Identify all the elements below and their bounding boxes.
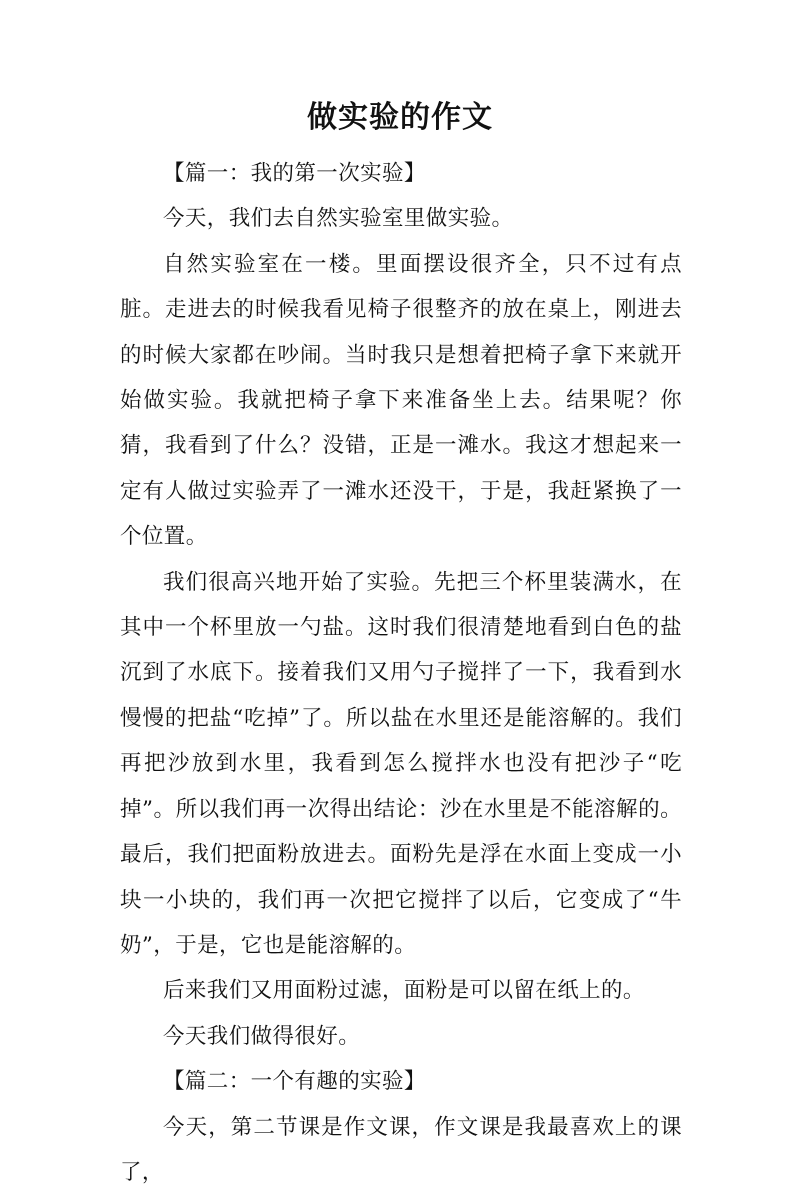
paragraph: 今天，第二节课是作文课，作文课是我最喜欢上的课了， xyxy=(120,1114,682,1185)
paragraph: 今天，我们去自然实验室里做实验。 xyxy=(163,206,514,232)
page-title: 做实验的作文 xyxy=(307,100,493,135)
section-heading-1: 【篇一：我的第一次实验】 xyxy=(163,161,426,186)
paragraph: 后来我们又用面粉过滤，面粉是可以留在纸上的。 xyxy=(163,978,645,1004)
paragraph: 我们很高兴地开始了实验。先把三个杯里装满水，在其中一个杯里放一勺盐。这时我们很清楚地看到白色的盐沉到了水底下。接着我们又用勺子搅拌了一下，我看到水慢慢的把盐“吃掉”了。所以盐在水里还是能溶解的。我们再把沙放到水里，我看到怎么搅拌水也没有把沙子“吃掉”。所以我们再一次得出结论：沙在水里是不能溶解的。最后，我们把面粉放进去。面粉先是浮在水面上变成一小块一小块的，我们再一次把它搅拌了以后，它变成了“牛奶”，于是，它也是能溶解的。 xyxy=(120,569,682,958)
paragraph: 自然实验室在一楼。里面摆设很齐全，只不过有点脏。走进去的时候我看见椅子很整齐的放在桌上，刚进去的时候大家都在吵闹。当时我只是想着把椅子拿下来就开始做实验。我就把椅子拿下来准备坐上去。结果呢？你猜，我看到了什么？没错，正是一滩水。我这才想起来一定有人做过实验弄了一滩水还没干，于是，我赶紧换了一个位置。 xyxy=(120,251,682,550)
paragraph: 今天我们做得很好。 xyxy=(163,1023,361,1049)
section-heading-2: 【篇二：一个有趣的实验】 xyxy=(163,1069,426,1095)
essay-body xyxy=(120,151,682,1195)
